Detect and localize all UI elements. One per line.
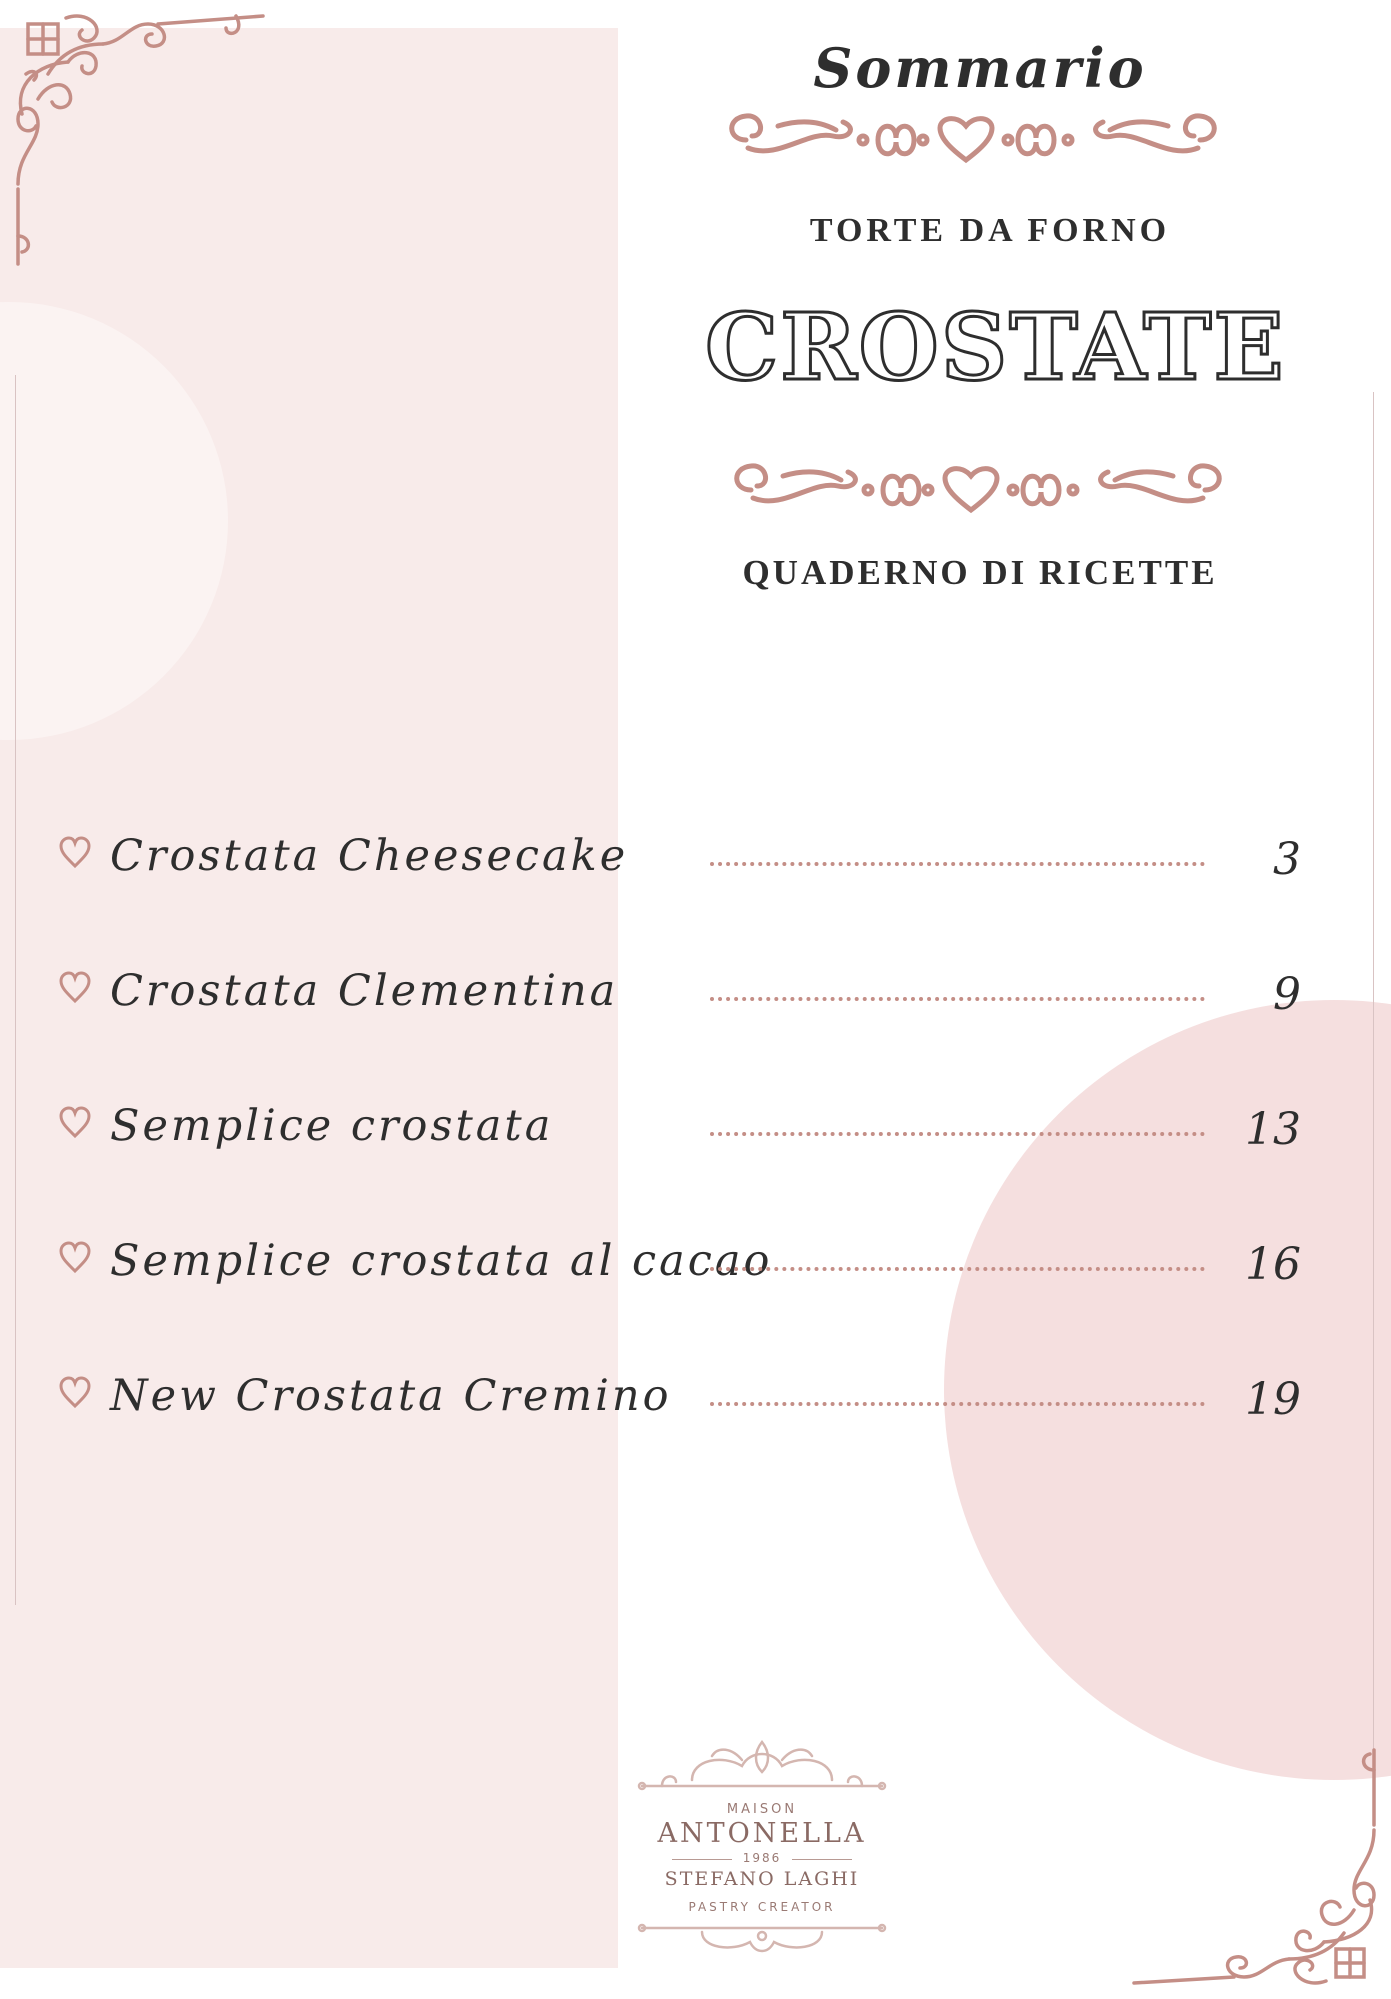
- logo-brand-name: ANTONELLA: [657, 1818, 867, 1849]
- toc-entry-title: Semplice crostata al cacao: [110, 1236, 773, 1286]
- heart-outline-icon: [58, 1241, 92, 1275]
- toc-entry-title: Crostata Clementina: [110, 966, 619, 1016]
- page-title: Sommario: [813, 36, 1147, 100]
- logo-bottom-flourish-icon: [632, 1918, 892, 1958]
- category-heading: TORTE DA FORNO: [809, 212, 1171, 249]
- toc-page-number: 3: [1273, 834, 1301, 885]
- dotted-leader: [710, 1402, 1205, 1406]
- toc-entry-title: New Crostata Cremino: [110, 1371, 672, 1421]
- toc-entry[interactable]: [0, 1231, 1391, 1311]
- toc-entry-title: Semplice crostata: [110, 1101, 554, 1151]
- toc-entry[interactable]: [0, 961, 1391, 1041]
- corner-flourish-bottom-right-icon: [1124, 1745, 1384, 1995]
- heart-outline-icon: [58, 1106, 92, 1140]
- ornamental-divider-icon: [723, 450, 1233, 525]
- toc-page-number: 13: [1245, 1104, 1301, 1155]
- dotted-leader: [710, 1132, 1205, 1136]
- logo-year: 1986: [742, 1851, 782, 1865]
- subtitle-heading: QUADERNO DI RICETTE: [742, 553, 1218, 592]
- dotted-leader: [710, 862, 1205, 866]
- ornamental-divider-icon: [718, 100, 1228, 175]
- main-title: CROSTATE: [705, 293, 1286, 401]
- heart-outline-icon: [58, 836, 92, 870]
- toc-entry[interactable]: [0, 1366, 1391, 1446]
- logo-top-flourish-icon: [632, 1730, 892, 1800]
- brand-logo: [632, 1730, 892, 1960]
- heart-outline-icon: [58, 971, 92, 1005]
- toc-page-number: 9: [1273, 969, 1301, 1020]
- heart-outline-icon: [58, 1376, 92, 1410]
- corner-flourish-top-left-icon: [8, 4, 278, 274]
- toc-entry[interactable]: [0, 826, 1391, 906]
- toc-entry[interactable]: [0, 1096, 1391, 1176]
- toc-page-number: 16: [1245, 1239, 1301, 1290]
- logo-maison: MAISON: [726, 1802, 798, 1817]
- dotted-leader: [710, 997, 1205, 1001]
- logo-role: PASTRY CREATOR: [688, 1900, 836, 1914]
- logo-author: STEFANO LAGHI: [664, 1868, 860, 1890]
- dotted-leader: [710, 1267, 1205, 1271]
- toc-page-number: 19: [1245, 1374, 1301, 1425]
- right-vertical-rule: [1373, 392, 1374, 1782]
- toc-entry-title: Crostata Cheesecake: [110, 831, 629, 881]
